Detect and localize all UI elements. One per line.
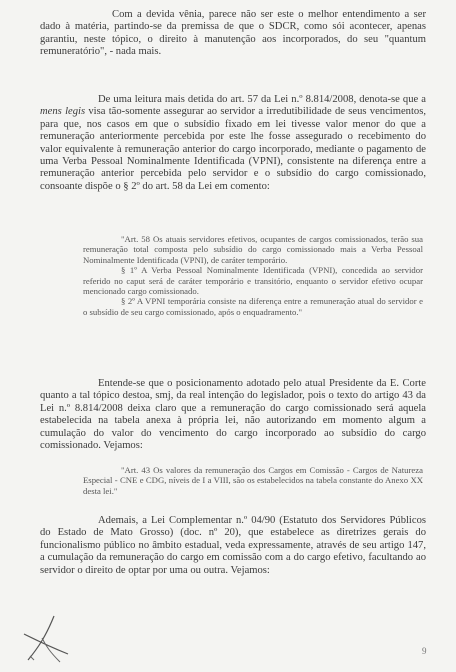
quote-art58-paragraph2: § 2º A VPNI temporária consiste na diferença entre a remuneração atual do servidor e o subsídio de seu cargo comissionado, após o enquadramento." <box>83 296 423 317</box>
paragraph-intro: Com a devida vênia, parece não ser este o melhor entendimento a ser dado à matéria, partindo-se da premissa de que o SDCR, como sói acontecer, apenas garantiu, neste tópico, o direito à manutenção aos incorporados, do seu "quantum remuneratório", - nada mais. <box>40 9 426 58</box>
paragraph-art57-part1: De uma leitura mais detida do art. 57 da Lei n.º 8.814/2008, denota-se que a <box>98 94 426 105</box>
paragraph-art57 <box>40 94 426 193</box>
quote-art58-caput: "Art. 58 Os atuais servidores efetivos, ocupantes de cargos comissionados, terão sua remuneração total composta pelo subsídio do cargo comissionado mais a Verba Pessoal Nominalmente Identificada (VPNI), de caráter temporário. <box>83 234 423 265</box>
page-number: 9 <box>422 646 427 656</box>
handwritten-initials-signature <box>20 608 80 668</box>
paragraph-lc0490: Ademais, a Lei Complementar n.º 04/90 (Estatuto dos Servidores Públicos do Estado de Mato Grosso) (doc. nº 20), que estabelece as diretrizes gerais do funcionalismo público no âmbito estadual, veda expressamente, através de seu artigo 147, a cumulação da remuneração do cargo em comissão com a do cargo efetivo, facultando ao servidor o direito de optar por uma ou outra. Vejamos: <box>40 515 426 576</box>
paragraph-art57-part2: visa tão-somente assegurar ao servidor a irredutibilidade de seus vencimentos, para que, nos casos em que o subsídio fixado em lei tivesse valor menor do que a remuneração anteriormente percebida por este lhe fosse assegurado o recebimento do valor equivalente à remuneração anterior do cargo incorporado, mediante o pagamento de uma Verba Pessoal Nominalmente Identificada (VPNI), consistente na diferença entre a remuneração anterior percebida pelo servidor e o subsídio do cargo comissionado, consoante dispõe o § 2º do art. 58 da Lei em comento: <box>40 106 426 192</box>
quote-art58 <box>83 234 423 317</box>
mens-legis-term: mens legis <box>40 106 86 118</box>
quote-art58-paragraph1: § 1º A Verba Pessoal Nominalmente Identificada (VPNI), concedida ao servidor referido no caput será de caráter temporário e transitório, enquanto o servidor efetivo ocupar mencionado cargo comissionado. <box>83 265 423 297</box>
quote-art43: "Art. 43 Os valores da remuneração dos Cargos em Comissão - Cargos de Natureza Especial - CNE e CDG, níveis de I a VIII, são os estabelecidos na tabela constante do Anexo XX desta lei." <box>83 465 423 496</box>
paragraph-position: Entende-se que o posicionamento adotado pelo atual Presidente da E. Corte quanto a tal tópico destoa, smj, da real intenção do legislador, pois o texto do artigo 43 da Lei n.º 8.814/2008 deixa claro que a remuneração do cargo comissionado será aquela estabelecida na tabela anexa à própria lei, não autorizando em momento algum a cumulação do valor do vencimento do cargo incorporado ao subsídio do cargo comissionado. Vejamos: <box>40 378 426 452</box>
